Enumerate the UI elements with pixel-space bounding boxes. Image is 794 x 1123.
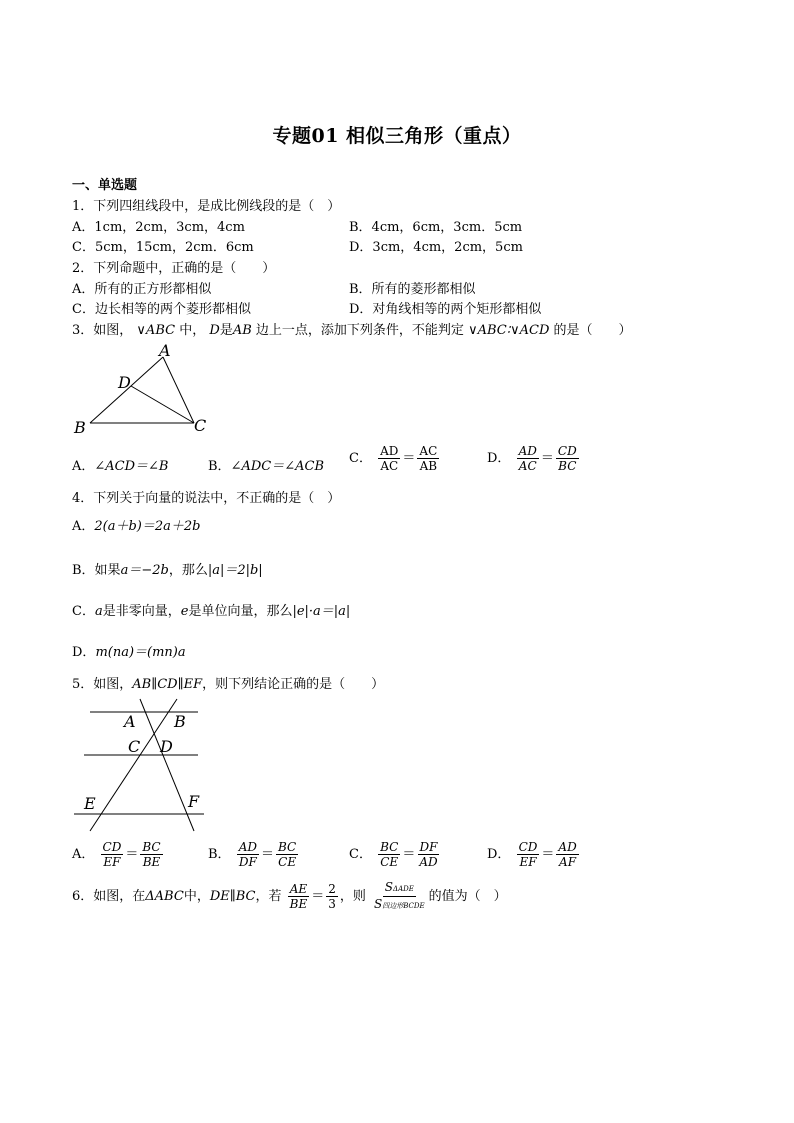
q2-option-d[interactable]: D．对角线相等的两个矩形都相似 bbox=[349, 302, 542, 317]
label-a: A bbox=[159, 343, 171, 360]
label-c: C bbox=[194, 416, 207, 435]
q5-option-c[interactable]: C． $\frac{BC}{CE}$ ＝ $\frac{DF}{AD}$ bbox=[349, 840, 438, 869]
q5-stem: 5．如图，AB∥CD∥EF，则下列结论正确的是（ ） bbox=[72, 677, 385, 692]
q4-option-d[interactable]: D．m(na)＝(mn)a bbox=[72, 645, 186, 660]
q5-option-d[interactable]: D． $\frac{CD}{EF}$ ＝ $\frac{AD}{AF}$ bbox=[487, 840, 577, 869]
q5-parallel-lines-figure bbox=[72, 697, 212, 837]
q2-option-c[interactable]: C．边长相等的两个菱形都相似 bbox=[72, 302, 251, 317]
label-e: E bbox=[84, 794, 96, 813]
label-a: A bbox=[124, 712, 136, 731]
q4-option-c[interactable]: C．a是非零向量，e是单位向量，那么|e|·a＝|a| bbox=[72, 604, 351, 619]
q3-option-d[interactable]: D． $\frac{AD}{AC}$ ＝ $\frac{CD}{BC}$ bbox=[487, 444, 577, 473]
q4-stem: 4．下列关于向量的说法中，不正确的是（ ） bbox=[72, 491, 341, 506]
q3-option-a[interactable]: A．∠ACD＝∠B bbox=[72, 459, 169, 474]
label-d: D bbox=[160, 737, 173, 756]
q1-option-b[interactable]: B．4cm，6cm，3cm．5cm bbox=[349, 220, 523, 235]
q4-option-b[interactable]: B．如果a＝−2b，那么|a|＝2|b| bbox=[72, 563, 263, 578]
q5-option-a[interactable]: A． $\frac{CD}{EF}$ ＝ $\frac{BC}{BE}$ bbox=[72, 840, 161, 869]
q3-stem: 3．如图， ∨ABC 中， D是AB 边上一点，添加下列条件，不能判定 ∨ABC∶∨ACD 的是（ ） bbox=[72, 323, 632, 338]
q1-option-a[interactable]: A．1cm，2cm，3cm，4cm bbox=[72, 220, 245, 235]
label-b: B bbox=[174, 712, 186, 731]
q2-option-b[interactable]: B．所有的菱形都相似 bbox=[349, 282, 476, 297]
q4-option-a[interactable]: A．2(a＋b)＝2a＋2b bbox=[72, 519, 201, 534]
q1-option-d[interactable]: D．3cm，4cm，2cm，5cm bbox=[349, 240, 523, 255]
section-heading: 一、单选题 bbox=[72, 178, 138, 193]
label-b: B bbox=[74, 418, 86, 437]
label-d: D bbox=[118, 373, 131, 392]
q5-option-b[interactable]: B． $\frac{AD}{DF}$ ＝ $\frac{BC}{CE}$ bbox=[208, 840, 297, 869]
q6-stem: 6．如图，在ΔABC中，DE∥BC，若 $\frac{AE}{BE}$ ＝ $\frac{2}{3}$ ，则 $\frac{\text{SΔADE}}{\text{S四边形BCDE}}$ 的值为（ ） bbox=[72, 880, 507, 911]
q3-triangle-figure bbox=[72, 343, 217, 438]
q1-option-c[interactable]: C．5cm，15cm，2cm．6cm bbox=[72, 240, 254, 255]
q2-stem: 2．下列命题中，正确的是（ ） bbox=[72, 261, 276, 276]
label-f: F bbox=[188, 792, 200, 811]
q3-option-c[interactable]: C． $\frac{AD}{AC}$ ＝ $\frac{AC}{AB}$ bbox=[349, 444, 438, 473]
label-c: C bbox=[128, 737, 141, 756]
page-title: 专题01 相似三角形（重点） bbox=[272, 125, 522, 147]
q2-option-a[interactable]: A．所有的正方形都相似 bbox=[72, 282, 212, 297]
q1-stem: 1．下列四组线段中，是成比例线段的是（ ） bbox=[72, 199, 341, 214]
q3-option-b[interactable]: B．∠ADC＝∠ACB bbox=[208, 459, 324, 474]
